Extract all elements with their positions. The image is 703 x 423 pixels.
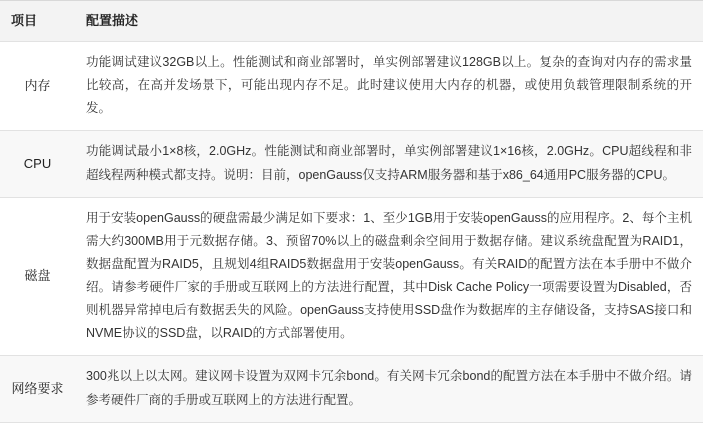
cell-item-disk: 磁盘 — [0, 197, 75, 356]
cell-item-memory: 内存 — [0, 42, 75, 131]
column-header-description: 配置描述 — [75, 1, 703, 42]
cell-description-cpu: 功能调试最小1×8核，2.0GHz。性能测试和商业部署时，单实例部署建议1×16核，2.0GHz。CPU超线程和非超线程两种模式都支持。说明：目前，openGauss仅支持ARM服务器和基于x86_64通用PC服务器的CPU。 — [75, 131, 703, 197]
column-header-item: 项目 — [0, 1, 75, 42]
table-header-row — [0, 1, 703, 42]
table-body — [0, 42, 703, 423]
cell-description-memory: 功能调试建议32GB以上。性能测试和商业部署时，单实例部署建议128GB以上。复杂的查询对内存的需求量比较高，在高并发场景下，可能出现内存不足。此时建议使用大内存的机器，或使用负载管理限制系统的开发。 — [75, 42, 703, 131]
table-row — [0, 42, 703, 131]
table-row — [0, 356, 703, 422]
cell-item-network: 网络要求 — [0, 356, 75, 422]
table-header — [0, 1, 703, 42]
cell-item-cpu: CPU — [0, 131, 75, 197]
table-row — [0, 197, 703, 356]
cell-description-network: 300兆以上以太网。建议网卡设置为双网卡冗余bond。有关网卡冗余bond的配置方法在本手册中不做介绍。请参考硬件厂商的手册或互联网上的方法进行配置。 — [75, 356, 703, 422]
table-row — [0, 131, 703, 197]
cell-description-disk: 用于安装openGauss的硬盘需最少满足如下要求：1、至少1GB用于安装openGauss的应用程序。2、每个主机需大约300MB用于元数据存储。3、预留70%以上的磁盘剩余空间用于数据存储。建议系统盘配置为RAID1，数据盘配置为RAID5，且规划4组RAID5数据盘用于安装openGauss。有关RAID的配置方法在本手册中不做介绍。请参考硬件厂家的手册或互联网上的方法进行配置，其中Disk Cache Policy一项需要设置为Disabled，否则机器异常掉电后有数据丢失的风险。openGauss支持使用SSD盘作为数据库的主存储设备，支持SAS接口和NVME协议的SSD盘，以RAID的方式部署使用。 — [75, 197, 703, 356]
